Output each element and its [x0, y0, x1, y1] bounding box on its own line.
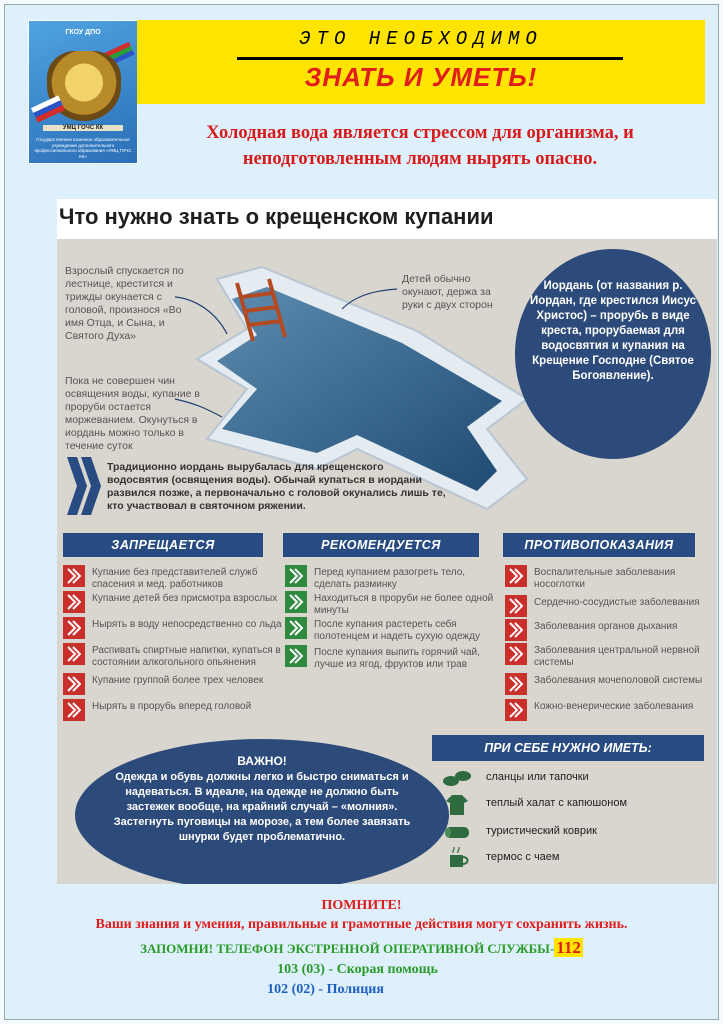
- bring-item-label: термос с чаем: [486, 851, 560, 863]
- forbidden-item-text: Купание без представителей служб спасения и мед. работников: [92, 567, 258, 590]
- contra-item-text: Воспалительные заболевания носоглотки: [534, 567, 676, 590]
- recommended-item-text: После купания растереть себя полотенцем и надеть сухую одежду: [314, 619, 480, 642]
- forbidden-item: [63, 617, 283, 643]
- recommended-item-text: Перед купанием разогреть тело, сделать разминку: [314, 567, 466, 590]
- logo-mid-text: УМЦ ГОЧС КК: [43, 125, 123, 131]
- contra-item: [505, 619, 713, 643]
- recommended-item: [285, 617, 500, 645]
- tradition-text: Традиционно иордань вырубалась для крещенского водосвятия (освящения воды). Обычай купаться в иордани развился позже, а первоначально с головой окунались лишь те, кто участвовал в святочном ряжении.: [107, 461, 446, 512]
- important-note: [75, 739, 449, 884]
- red-chevron-icon: [505, 595, 527, 617]
- red-chevron-icon: [505, 619, 527, 641]
- recommended-item-text: После купания выпить горячий чай, лучше из ягод, фруктов или трав: [314, 647, 480, 670]
- forbidden-item: [63, 643, 283, 673]
- emergency-label: ЗАПОМНИ! ТЕЛЕФОН ЭКСТРЕННОЙ ОПЕРАТИВНОЙ СЛУЖБЫ-: [140, 941, 555, 956]
- red-chevron-icon: [63, 565, 85, 587]
- contra-item: [505, 643, 713, 673]
- contra-item-text: Заболевания мочеполовой системы: [534, 675, 703, 686]
- warning-text: Холодная вода является стрессом для организма, и неподготовленным людям нырять опасно.: [206, 123, 634, 169]
- forbidden-list: [63, 565, 283, 725]
- red-chevron-icon: [63, 617, 85, 639]
- logo-top-text: ГКОУ ДПО: [65, 29, 101, 36]
- red-chevron-icon: [63, 591, 85, 613]
- robe-icon: [442, 793, 472, 815]
- forbidden-item-text: Нырять в прорубь вперед головой: [92, 701, 252, 712]
- footer-ambulance: 103 (03) - Скорая помощь: [277, 962, 438, 977]
- contra-item: [505, 595, 713, 619]
- bring-item-label: теплый халат с капюшоном: [486, 797, 628, 809]
- forbidden-item: [63, 591, 283, 617]
- forbidden-item: [63, 699, 283, 725]
- contra-item: [505, 565, 713, 595]
- russia-flag-icon: [31, 95, 65, 122]
- organization-logo: [28, 20, 138, 164]
- note-adult: Взрослый спускается по лестнице, крестится и трижды окунается с головой, произнося «Во имя Отца, и Сына, и Святого Духа»: [65, 265, 184, 342]
- red-chevron-icon: [63, 699, 85, 721]
- bring-header: ПРИ СЕБЕ НУЖНО ИМЕТЬ:: [432, 735, 704, 761]
- red-chevron-icon: [505, 699, 527, 721]
- recommended-item: [285, 565, 500, 591]
- green-chevron-icon: [285, 591, 307, 613]
- red-chevron-icon: [505, 643, 527, 665]
- thermos-icon: [442, 847, 472, 869]
- forbidden-header: ЗАПРЕЩАЕТСЯ: [63, 533, 263, 557]
- note-children: Детей обычно окунают, держа за руки с двух сторон: [402, 273, 493, 311]
- forbidden-item-text: Распивать спиртные напитки, купаться в состоянии алкогольного опьянения: [92, 645, 281, 668]
- banner-line-1: ЭТО НЕОБХОДИМО: [299, 28, 543, 50]
- mat-icon: [442, 821, 472, 843]
- logo-description: Государственное казенное образовательное учреждение дополнительного профессионального образования «УМЦ ГОЧС КК»: [34, 137, 132, 159]
- recommended-list: [285, 565, 500, 673]
- slippers-icon: [442, 767, 472, 789]
- footer-emergency: [0, 938, 723, 958]
- forbidden-item-text: Нырять в воду непосредственно со льда: [92, 619, 282, 630]
- banner-line-2: ЗНАТЬ И УМЕТЬ!: [304, 62, 538, 92]
- red-chevron-icon: [63, 643, 85, 665]
- infographic-title: Что нужно знать о крещенском купании: [59, 204, 494, 229]
- forbidden-item: [63, 565, 283, 591]
- recommended-header: РЕКОМЕНДУЕТСЯ: [283, 533, 479, 557]
- red-chevron-icon: [505, 565, 527, 587]
- footer-knowledge: Ваши знания и умения, правильные и грамотные действия могут сохранить жизнь.: [95, 917, 628, 932]
- green-chevron-icon: [285, 645, 307, 667]
- note-consecration: Пока не совершен чин освящения воды, купание в проруби остается моржеванием. Окунуться в иордань можно только в течение суток: [65, 375, 200, 452]
- forbidden-item-text: Купание группой более трех человек: [92, 675, 264, 686]
- contraindications-header: ПРОТИВОПОКАЗАНИЯ: [503, 533, 695, 557]
- red-chevron-icon: [505, 673, 527, 695]
- bring-item-label: сланцы или тапочки: [486, 771, 589, 783]
- infographic-header: [57, 199, 717, 239]
- contra-item-text: Сердечно-сосудистые заболевания: [534, 597, 700, 608]
- green-chevron-icon: [285, 565, 307, 587]
- chevrons-icon: [67, 457, 101, 515]
- header-banner: [137, 20, 705, 104]
- contraindications-list: [505, 565, 713, 725]
- bring-item-label: туристический коврик: [486, 825, 597, 837]
- banner-divider: [237, 57, 623, 60]
- contra-item-text: Заболевания органов дыхания: [534, 621, 678, 632]
- emergency-number: 112: [556, 938, 581, 957]
- important-text: Одежда и обувь должны легко и быстро сниматься и надеваться. В идеале, на одежде не должно быть застежек вообще, на крайний случай – «молния». Застегнуть пуговицы на морозе, а тем более завязать шнурки будет проблематично.: [113, 771, 411, 843]
- footer-remember: ПОМНИТЕ!: [321, 898, 402, 913]
- contra-item: [505, 699, 713, 725]
- contra-item: [505, 673, 713, 699]
- red-chevron-icon: [63, 673, 85, 695]
- footer-police: 102 (02) - Полиция: [267, 982, 384, 997]
- recommended-item-text: Находиться в проруби не более одной минуты: [314, 593, 494, 616]
- important-title: ВАЖНО!: [237, 754, 287, 768]
- green-chevron-icon: [285, 617, 307, 639]
- iordan-definition: Иордань (от названия р. Иордан, где крестился Иисус Христос) – прорубь в виде креста, прорубаемая для водосвятия и купания на Крещение Господне (Святое Богоявление).: [515, 249, 711, 459]
- forbidden-item-text: Купание детей без присмотра взрослых: [92, 593, 278, 604]
- recommended-item: [285, 645, 500, 673]
- contra-item-text: Кожно-венерические заболевания: [534, 701, 694, 712]
- contra-item-text: Заболевания центральной нервной системы: [534, 645, 700, 668]
- infographic: [57, 199, 717, 884]
- recommended-item: [285, 591, 500, 617]
- forbidden-item: [63, 673, 283, 699]
